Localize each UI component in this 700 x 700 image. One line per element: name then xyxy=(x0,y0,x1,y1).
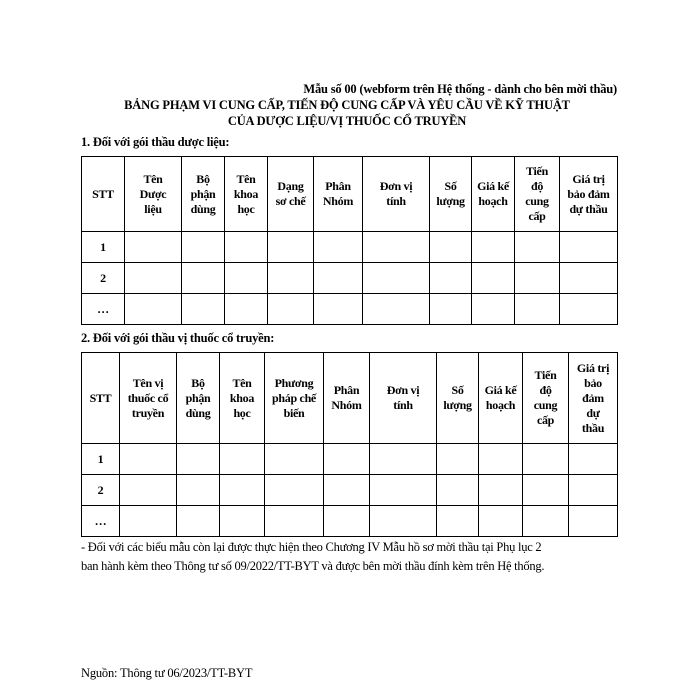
column-header-text: Giá kế xyxy=(484,383,517,397)
column-header-text: tính xyxy=(393,398,413,412)
empty-cell xyxy=(268,232,314,263)
column-header xyxy=(430,157,472,232)
empty-cell xyxy=(437,475,479,506)
empty-cell xyxy=(569,475,618,506)
column-header-text: Dược xyxy=(139,186,167,201)
column-header-text: truyền xyxy=(131,405,165,420)
column-header-text: Dạng xyxy=(277,179,304,193)
empty-cell xyxy=(225,294,268,325)
column-header-text: liệu xyxy=(144,201,162,216)
column-header-text: biến xyxy=(283,405,305,420)
empty-cell xyxy=(515,294,560,325)
empty-cell xyxy=(324,506,370,537)
empty-cell xyxy=(182,263,225,294)
empty-cell xyxy=(324,444,370,475)
column-header-text: Bộ xyxy=(196,171,210,186)
empty-cell xyxy=(182,294,225,325)
row-number: 2 xyxy=(82,475,120,506)
column-header-text: học xyxy=(237,201,255,216)
column-header-text: Số xyxy=(451,383,464,397)
row-number: 1 xyxy=(82,444,120,475)
column-header-text: học xyxy=(233,405,251,420)
column-header-text: Tiến xyxy=(534,368,557,382)
column-header-text: khoa xyxy=(233,186,259,201)
empty-cell xyxy=(363,294,430,325)
table-row xyxy=(82,475,618,506)
column-header-text: Đơn vị xyxy=(386,383,420,397)
column-header-text: phận xyxy=(190,186,216,201)
column-header-text: Nhóm xyxy=(322,194,354,208)
empty-cell xyxy=(515,232,560,263)
empty-cell xyxy=(314,263,363,294)
column-header-text: STT xyxy=(92,186,114,201)
column-header xyxy=(515,157,560,232)
empty-cell xyxy=(265,444,324,475)
empty-cell xyxy=(430,294,472,325)
empty-cell xyxy=(472,232,515,263)
column-header-text: Tên xyxy=(236,171,256,186)
column-header xyxy=(268,157,314,232)
table-row xyxy=(82,263,618,294)
document-title-line-2: CỦA DƯỢC LIỆU/VỊ THUỐC CỔ TRUYỀN xyxy=(227,114,467,128)
column-header xyxy=(120,353,177,444)
empty-cell xyxy=(370,506,437,537)
empty-cell xyxy=(324,475,370,506)
empty-cell xyxy=(220,444,265,475)
column-header-text: cung xyxy=(525,194,549,208)
column-header-text: phận xyxy=(185,390,211,405)
empty-cell xyxy=(268,294,314,325)
empty-cell xyxy=(120,506,177,537)
empty-cell xyxy=(182,232,225,263)
table-row xyxy=(82,444,618,475)
column-header xyxy=(220,353,265,444)
form-code: Mẫu số 00 (webform trên Hệ thống - dành cho bên mời thầu) xyxy=(303,82,617,96)
source-citation: Nguồn: Thông tư 06/2023/TT-BYT xyxy=(81,666,253,680)
empty-cell xyxy=(265,475,324,506)
empty-cell xyxy=(120,475,177,506)
column-header-text: Tên vị xyxy=(132,375,164,390)
column-header xyxy=(370,353,437,444)
column-header-text: bảo đảm xyxy=(567,186,610,201)
empty-cell xyxy=(472,263,515,294)
column-header-text: hoạch xyxy=(478,194,508,208)
empty-cell xyxy=(523,444,569,475)
table-header-row xyxy=(82,353,618,444)
empty-cell xyxy=(479,475,523,506)
column-header-text: Giá kế xyxy=(477,179,509,193)
empty-cell xyxy=(125,294,182,325)
note-line-1: - Đối với các biểu mẫu còn lại được thực hiện theo Chương IV Mẫu hồ sơ mời thầu tại Phụ lục 2 xyxy=(81,540,542,554)
traditional-medicine-table xyxy=(81,352,618,537)
column-header-text: Phân xyxy=(333,383,360,397)
section-2-heading: 2. Đối với gói thầu vị thuốc cổ truyền: xyxy=(81,331,275,345)
empty-cell xyxy=(430,263,472,294)
column-header-text: dự thầu xyxy=(569,201,608,216)
column-header xyxy=(265,353,324,444)
column-header xyxy=(225,157,268,232)
table-row xyxy=(82,232,618,263)
empty-cell xyxy=(265,506,324,537)
empty-cell xyxy=(560,294,618,325)
document-title-line-1: BẢNG PHẠM VI CUNG CẤP, TIẾN ĐỘ CUNG CẤP VÀ YÊU CẦU VỀ KỸ THUẬT xyxy=(124,98,570,112)
column-header-text: Số xyxy=(444,179,457,193)
column-header xyxy=(569,353,618,444)
column-header-text: cung xyxy=(533,398,558,412)
column-header xyxy=(560,157,618,232)
empty-cell xyxy=(363,232,430,263)
column-header xyxy=(324,353,370,444)
empty-cell xyxy=(515,263,560,294)
empty-cell xyxy=(430,232,472,263)
empty-cell xyxy=(437,506,479,537)
document xyxy=(81,82,617,575)
empty-cell xyxy=(177,475,220,506)
empty-cell xyxy=(125,232,182,263)
column-header-text: pháp chế xyxy=(272,390,316,405)
column-header-text: Phương xyxy=(274,375,314,390)
table-header-row xyxy=(82,157,618,232)
empty-cell xyxy=(370,444,437,475)
column-header-text: đảm xyxy=(582,390,604,405)
empty-cell xyxy=(268,263,314,294)
empty-cell xyxy=(370,475,437,506)
column-header-text: Tên xyxy=(143,171,163,186)
empty-cell xyxy=(220,475,265,506)
column-header xyxy=(314,157,363,232)
empty-cell xyxy=(569,444,618,475)
column-header-text: Nhóm xyxy=(331,398,362,412)
column-header xyxy=(437,353,479,444)
empty-cell xyxy=(220,506,265,537)
column-header-text: độ xyxy=(530,179,544,193)
empty-cell xyxy=(125,263,182,294)
column-header-text: lượng xyxy=(436,194,465,208)
row-number: … xyxy=(82,506,120,537)
column-header-text: hoạch xyxy=(485,398,516,412)
table-row xyxy=(82,506,618,537)
table-row xyxy=(82,294,618,325)
note-line-2: ban hành kèm theo Thông tư số 09/2022/TT-BYT và được bên mời thầu đính kèm trên Hệ thống. xyxy=(81,559,545,573)
column-header xyxy=(363,157,430,232)
empty-cell xyxy=(479,506,523,537)
column-header xyxy=(177,353,220,444)
column-header-text: STT xyxy=(89,390,112,405)
column-header-text: Phân xyxy=(325,179,351,193)
column-header-text: Giá trị xyxy=(576,360,610,375)
section-1-heading: 1. Đối với gói thầu dược liệu: xyxy=(81,135,230,149)
column-header xyxy=(82,157,125,232)
column-header-text: Đơn vị xyxy=(379,179,413,193)
column-header-text: độ xyxy=(539,383,552,397)
column-header-text: tính xyxy=(386,194,406,208)
row-number: 2 xyxy=(82,263,125,294)
column-header-text: thuốc cổ xyxy=(127,390,169,405)
column-header xyxy=(472,157,515,232)
column-header-text: Tên xyxy=(232,375,252,390)
empty-cell xyxy=(560,263,618,294)
empty-cell xyxy=(437,444,479,475)
empty-cell xyxy=(472,294,515,325)
empty-cell xyxy=(569,506,618,537)
empty-cell xyxy=(177,506,220,537)
empty-cell xyxy=(225,263,268,294)
row-number: … xyxy=(82,294,125,325)
column-header-text: sơ chế xyxy=(275,194,306,208)
empty-cell xyxy=(120,444,177,475)
column-header-text: bảo xyxy=(584,375,602,390)
column-header-text: lượng xyxy=(443,398,472,412)
column-header-text: thầu xyxy=(581,420,605,435)
empty-cell xyxy=(314,294,363,325)
column-header-text: Tiến xyxy=(526,164,548,178)
column-header-text: dùng xyxy=(190,201,216,216)
column-header xyxy=(523,353,569,444)
column-header-text: khoa xyxy=(229,390,255,405)
empty-cell xyxy=(225,232,268,263)
empty-cell xyxy=(314,232,363,263)
empty-cell xyxy=(523,475,569,506)
column-header xyxy=(125,157,182,232)
column-header xyxy=(182,157,225,232)
column-header-text: dự xyxy=(586,405,600,420)
column-header-text: Bộ xyxy=(191,375,205,390)
empty-cell xyxy=(479,444,523,475)
column-header-text: cấp xyxy=(536,413,555,427)
herbal-table xyxy=(81,156,618,325)
row-number: 1 xyxy=(82,232,125,263)
column-header-text: cấp xyxy=(528,209,546,223)
empty-cell xyxy=(560,232,618,263)
column-header xyxy=(82,353,120,444)
empty-cell xyxy=(523,506,569,537)
empty-cell xyxy=(363,263,430,294)
column-header-text: Giá trị xyxy=(572,171,605,186)
empty-cell xyxy=(177,444,220,475)
column-header-text: dùng xyxy=(185,405,211,420)
column-header xyxy=(479,353,523,444)
